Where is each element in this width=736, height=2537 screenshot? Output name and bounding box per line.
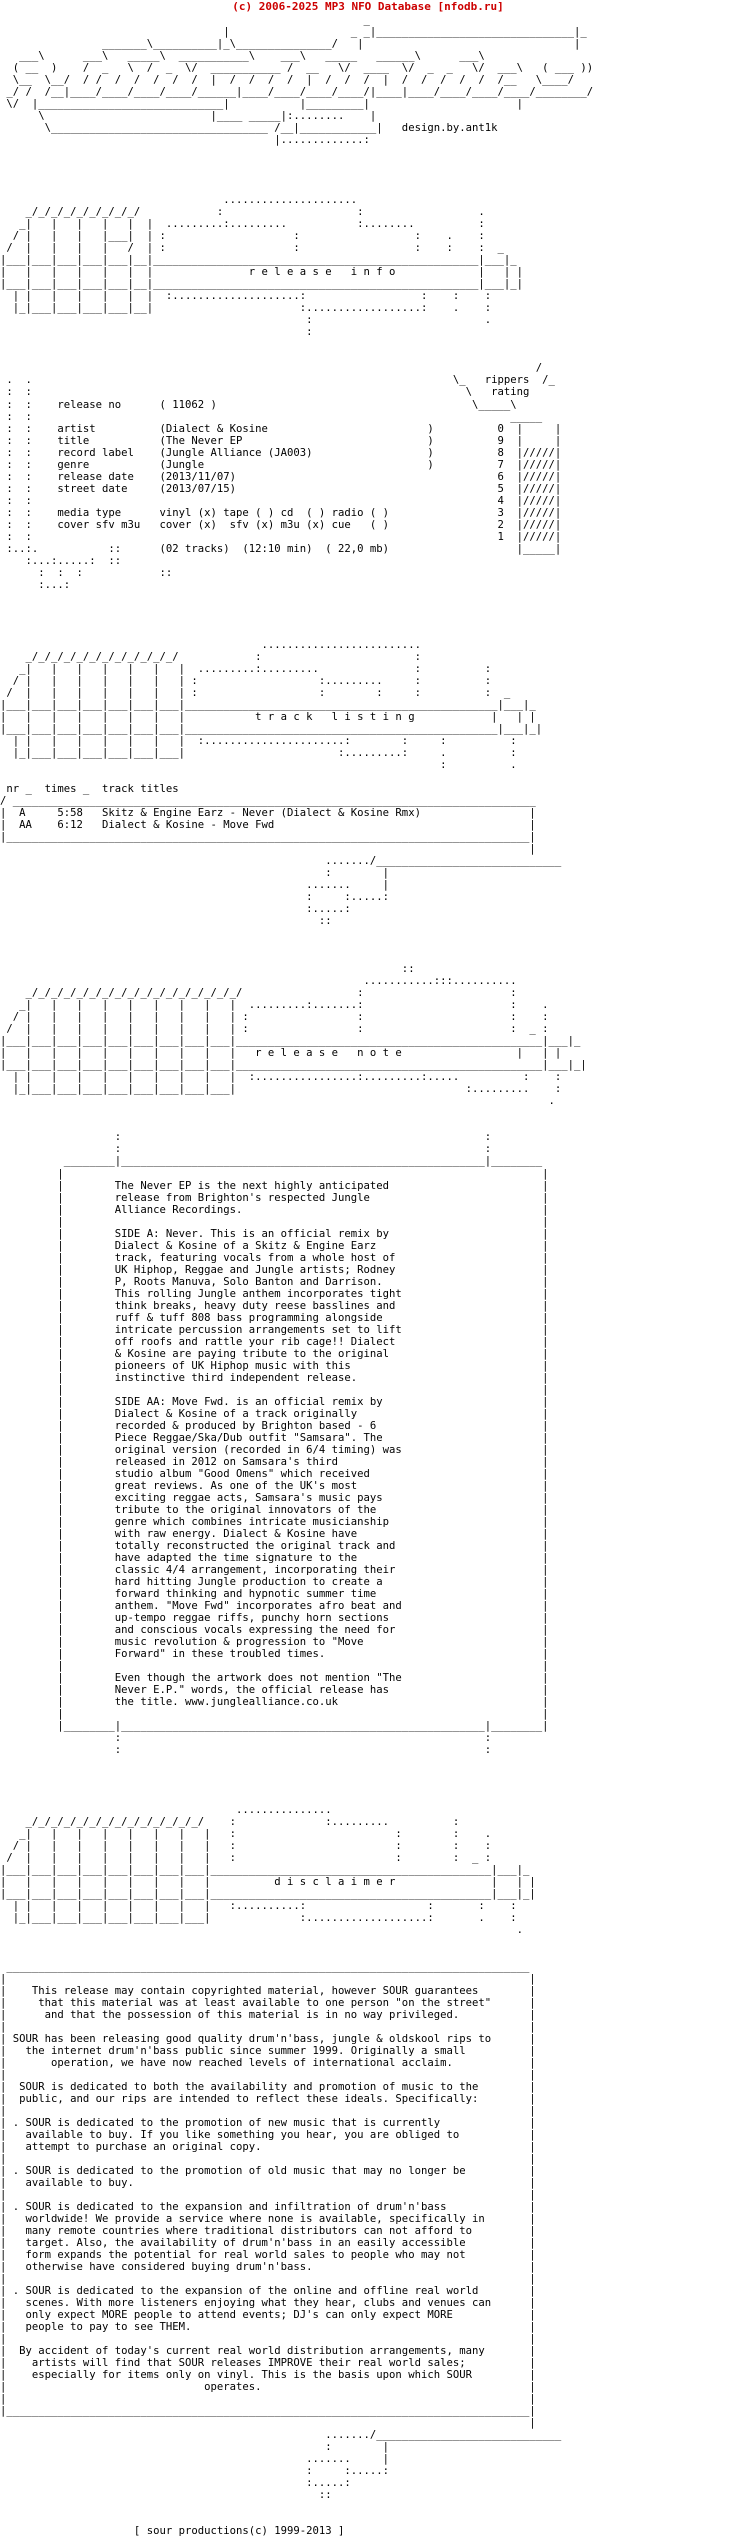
nfo-line (0, 158, 736, 170)
nfo-line: | | | | | | | :....................: : : : (0, 290, 492, 303)
nfo-line (0, 1107, 736, 1119)
nfo-line: | off roofs and rattle your rib cage!! Dialect | (0, 1335, 549, 1348)
nfo-line: | . SOUR is dedicated to the expansion and infiltration of drum'n'bass | (0, 2200, 536, 2213)
nfo-line: : : (0, 1143, 492, 1156)
nfo-line: _| | | | | | .........:......... :........ : (0, 218, 485, 231)
nfo-line: | form expands the potential for real world sales to people who may not | (0, 2248, 536, 2261)
nfo-line: : : media type vinyl (x) tape ( ) cd ( ) radio ( ) 3 |/////| (0, 506, 562, 519)
nfo-line: / __________________________________________________________________________________ (0, 795, 536, 808)
nfo-line: _/_/_/_/_/_/_/_/_/_/_/_/_/_/_/_/_/ : : (0, 987, 517, 1000)
nfo-line: |___|___|___|___|___|__|___________________________________________________|___|_ (0, 254, 517, 267)
nfo-line: _/ / /__|____/____/____/____/______|____/____/____/____/|____|____/____/____/____/________/ (0, 86, 594, 99)
nfo-line (0, 615, 736, 627)
nfo-line: : . (0, 758, 517, 771)
nfo-line: | Dialect & Kosine of a Skitz & Engine Earz | (0, 1239, 549, 1252)
nfo-line: | Alliance Recordings. | (0, 1203, 549, 1216)
nfo-line: |_|___|___|___|___|___|___|___|___| :......... : (0, 1083, 562, 1096)
nfo-line: : : (0, 1732, 492, 1745)
nfo-line: | with raw energy. Dialect & Kosine have | (0, 1527, 549, 1540)
nfo-line: | classic 4/4 arrangement, incorporating their | (0, 1564, 549, 1577)
nfo-line: | up-tempo reggae riffs, punchy horn sections | (0, 1612, 549, 1625)
nfo-line (0, 2513, 736, 2525)
nfo-line: : : (0, 1744, 492, 1757)
nfo-line: ___\ ___\ _____\ ___________\ ___\ _____ ______\ ___\ (0, 50, 485, 63)
nfo-line (0, 1792, 736, 1804)
nfo-line: | many remote countries where traditional distributors can not afford to | (0, 2224, 536, 2237)
nfo-line: | | (0, 1383, 549, 1396)
nfo-line: ( __ ) / _ \ / _ \/ ___________ / __ \/ ____ \/ _ _ \/ ___\ ( ___ )) (0, 62, 594, 75)
nfo-line: | original version (recorded in 6/4 timing) was | (0, 1443, 549, 1456)
nfo-line: | | | | | | | | | | r e l e a s e n o t e | | | (0, 1047, 562, 1060)
nfo-line: _/_/_/_/_/_/_/_/_/_/_/_/_/_/ : :......... : (0, 1816, 460, 1829)
nfo-line: | forward thinking and hypnotic summer time | (0, 1588, 549, 1601)
nfo-line: : : release date (2013/11/07) 6 |/////| (0, 470, 562, 483)
nfo-line: ..................... (0, 194, 358, 207)
nfo-line: / | | | | / | : : : : : _ (0, 242, 504, 255)
nfo-line: | available to buy. | (0, 2176, 536, 2189)
nfo-line: |___|___|___|___|___|___|___|___|___|________________________________________________|___|_| (0, 1059, 587, 1072)
nfo-line: | | (0, 1708, 549, 1721)
nfo-line: / | | | | | | | : :......... : : (0, 674, 492, 687)
nfo-line (0, 350, 736, 362)
nfo-line: . (0, 1095, 555, 1108)
nfo-line (0, 1780, 736, 1792)
nfo-line: | release from Brighton's respected Jungle | (0, 1191, 549, 1204)
nfo-line: | totally reconstructed the original track and | (0, 1539, 549, 1552)
nfo-line: :..:. :: (02 tracks) (12:10 min) ( 22,0 mb) |_____| (0, 542, 562, 555)
nfo-line: |_|___|___|___|___|___|___|___| :...................: . : (0, 1912, 517, 1925)
nfo-line (0, 1937, 736, 1949)
nfo-line: :.....: (0, 903, 351, 916)
nfo-line (0, 1768, 736, 1780)
nfo-line: | otherwise have considered buying drum'n'bass. | (0, 2260, 536, 2273)
nfo-line (0, 627, 736, 639)
nfo-line (0, 146, 736, 158)
nfo-line: | and that the possession of this material is in no way privileged. | (0, 2008, 536, 2021)
nfo-line: | anthem. "Move Fwd" incorporates afro beat and | (0, 1600, 549, 1613)
nfo-line: | target. Also, the availability of drum'n'bass in an easily accessible | (0, 2236, 536, 2249)
nfo-line: | | | | | | | | | :..........: : : : (0, 1900, 517, 1913)
nfo-line (0, 939, 736, 951)
nfo-line: : : \ rating (0, 386, 530, 399)
nfo-line (0, 1949, 736, 1961)
nfo-line: | . SOUR is dedicated to the promotion of new music that is currently | (0, 2116, 536, 2129)
nfo-line: | Never E.P." words, the official release has | (0, 1684, 549, 1697)
nfo-line: : | (0, 2441, 390, 2454)
nfo-line: / | | | | | | | | | : : : : (0, 1011, 549, 1024)
nfo-line: | | (0, 1660, 549, 1673)
nfo-line: | operates. | (0, 2381, 536, 2394)
nfo-line: : : genre (Jungle ) 7 |/////| (0, 458, 562, 471)
nfo-line (0, 1756, 736, 1768)
nfo-line: | people to pay to see THEM. | (0, 2321, 536, 2333)
nfo-line: ...........:::.......... (0, 975, 517, 988)
nfo-line: |________|_________________________________________________________|________| (0, 1720, 549, 1733)
nfo-line: | | | | | | | | :......................: : : : (0, 734, 517, 747)
nfo-line: \__________________________________ /__|____________| design.by.ant1k (0, 122, 498, 135)
nfo-line: | exciting reggae acts, Samsara's music pays | (0, 1491, 549, 1504)
nfo-line: | | (0, 2272, 536, 2285)
nfo-line: | genre which combines intricate musicianship | (0, 1515, 549, 1528)
nfo-line: _/_/_/_/_/_/_/_/_/_/_/_/ : : (0, 650, 421, 663)
nfo-line: | intricate percussion arrangements set to lift | (0, 1323, 549, 1336)
nfo-line: |.............: (0, 134, 370, 147)
nfo-line: _ (0, 14, 370, 26)
nfo-line: | the title. www.junglealliance.co.uk | (0, 1696, 549, 1709)
nfo-line: | worldwide! We provide a service where none is available, specifically in | (0, 2212, 536, 2225)
nfo-line: | This rolling Jungle anthem incorporates tight | (0, 1287, 549, 1300)
nfo-line: : :.....: (0, 2465, 390, 2478)
nfo-line: | have adapted the time signature to the | (0, 1552, 549, 1564)
nfo-line: | tribute to the original innovators of the | (0, 1503, 549, 1516)
nfo-line: : : street date (2013/07/15) 5 |/////| (0, 482, 562, 495)
nfo-line: \__ \__/ / / / / / / / | / / / / | / / / | / / / / / /__ \____/ (0, 74, 575, 87)
nfo-line: | AA 6:12 Dialect & Kosine - Move Fwd | (0, 819, 536, 832)
nfo-line: | A 5:58 Skitz & Engine Earz - Never (Dialect & Kosine Rmx) | (0, 807, 536, 820)
nfo-line: |___|___|___|___|___|___|___|_________________________________________________|___|_ (0, 698, 536, 711)
nfo-line: | Even though the artwork does not mention "The | (0, 1672, 549, 1685)
nfo-line (0, 182, 736, 194)
nfo-line: [ sour productions(c) 1999-2013 ] (0, 2525, 345, 2537)
nfo-line: : : (0, 1131, 492, 1144)
nfo-line: | instinctive third independent release. | (0, 1371, 549, 1384)
nfo-line (0, 2501, 736, 2513)
nfo-line: _| | | | | | | .........:......... : : (0, 662, 492, 675)
nfo-line: / | | | | | | | | | : : : _ : (0, 1023, 549, 1036)
nfo-line: | great reviews. As one of the UK's most | (0, 1479, 549, 1492)
nfo-line: | UK Hiphop, Reggae and Jungle artists; Rodney | (0, 1263, 549, 1276)
nfo-line: : :.....: (0, 891, 390, 904)
nfo-line: | | | | | | | | t r a c k l i s t i n g | | | (0, 710, 536, 723)
nfo-line: |__________________________________________________________________________________| (0, 2405, 536, 2418)
nfo-line: _| | | | | | | | : : : . (0, 1828, 492, 1841)
nfo-line: nr _ times _ track titles (0, 783, 179, 795)
nfo-line: :: (0, 2489, 332, 2502)
nfo-line: . (0, 1924, 523, 1937)
nfo-line: ________|_________________________________________________________|________ (0, 1155, 543, 1168)
nfo-line: | (0, 843, 536, 856)
nfo-line: | ruff & tuff 808 bass programming alongside | (0, 1311, 549, 1324)
nfo-line: | the internet drum'n'bass public since summer 1999. Originally a small | (0, 2044, 536, 2057)
nfo-line: | attempt to purchase an original copy. | (0, 2140, 536, 2153)
nfo-line: | (0, 2417, 536, 2430)
nfo-line: |_|___|___|___|___|__| :..................: . : (0, 302, 492, 315)
nfo-line: ............... (0, 1804, 332, 1817)
nfo-line: | | | | | | | r e l e a s e i n f o | | | (0, 266, 523, 279)
nfo-line: | think breaks, heavy duty reese basslines and | (0, 1299, 549, 1312)
nfo-line: | . SOUR is dedicated to the expansion of the online and offline real world | (0, 2284, 536, 2297)
nfo-line: / | | | | | | | | : : : _ : (0, 1852, 492, 1865)
nfo-line: : : : :: (0, 566, 173, 579)
nfo-line: | artists will find that SOUR releases IMPROVE their real world sales; | (0, 2357, 536, 2370)
nfo-line: | | (0, 2188, 536, 2201)
nfo-line: | The Never EP is the next highly anticipated | (0, 1179, 549, 1192)
nfo-line: |___|___|___|___|___|___|___|___|____________________________________________|___|_| (0, 1888, 536, 1901)
nfo-line: ....... | (0, 2453, 390, 2466)
nfo-line: / | | | | | | | : : : : : _ (0, 686, 511, 699)
nfo-line: / (0, 362, 543, 375)
nfo-line: |__________________________________________________________________________________| (0, 831, 536, 844)
nfo-line: |_|___|___|___|___|___|___| :.........: . : (0, 746, 517, 759)
nfo-line: :.....: (0, 2477, 351, 2490)
nfo-line: ......................... (0, 638, 421, 651)
nfo-line: | | (0, 2333, 536, 2346)
nfo-line: | P, Roots Manuva, Solo Banton and Darrison. | (0, 1275, 549, 1288)
nfo-line: | | (0, 1215, 549, 1228)
nfo-line: | Dialect & Kosine of a track originally | (0, 1407, 549, 1420)
nfo-line: __________________________________________________________________________________ (0, 1960, 530, 1973)
nfo-line: | | | | | | | | | | :................:.........:..... : : (0, 1071, 562, 1084)
nfo-line: | hard hitting Jungle production to create a | (0, 1576, 549, 1589)
nfo-line: | | (0, 1167, 549, 1180)
nfo-line: : | (0, 867, 390, 880)
nfo-line: : (0, 326, 313, 339)
nfo-line: : : cover sfv m3u cover (x) sfv (x) m3u (x) cue ( ) 2 |/////| (0, 518, 562, 531)
nfo-text (0, 14, 736, 2537)
nfo-line: | especially for items only on vinyl. This is the basis upon which SOUR | (0, 2369, 536, 2382)
nfodb-copyright-header: (c) 2006-2025 MP3 NFO Database [nfodb.ru] (232, 0, 504, 13)
nfo-line (0, 603, 736, 615)
nfo-line: | scenes. With more listeners enjoying what they hear, clubs and venues can | (0, 2296, 536, 2309)
nfo-line: | | (0, 2393, 536, 2406)
nfo-line: | public, and our rips are intended to reflect these ideals. Specifically: | (0, 2092, 536, 2105)
nfo-line: | SOUR has been releasing good quality drum'n'bass, jungle & oldskool rips to | (0, 2032, 536, 2045)
nfo-line: | operation, we have now reached levels of international acclaim. | (0, 2056, 536, 2069)
nfo-line: |___|___|___|___|___|___|___|___|____________________________________________|___|_ (0, 1864, 530, 1877)
nfo-line: | _ _|_______________________________|_ (0, 26, 587, 39)
nfo-line: :: (0, 963, 415, 976)
nfo-line: :...: (0, 578, 71, 591)
nfo-line: | SOUR is dedicated to both the availability and promotion of music to the | (0, 2080, 536, 2093)
nfo-line (0, 170, 736, 182)
nfo-line: _| | | | | | | | | .........:.......: : . (0, 999, 549, 1012)
nfo-line: | | (0, 2152, 536, 2165)
nfo-line: | music revolution & progression to "Move | (0, 1636, 549, 1649)
nfo-line: | pioneers of UK Hiphop music with this | (0, 1359, 549, 1372)
nfo-line: | | | | | | | | | d i s c l a i m e r | | | (0, 1876, 536, 1889)
nfo-line: | that this material was at least available to one person "on the street" | (0, 1996, 536, 2009)
nfo-line: :: (0, 915, 332, 928)
nfo-line (0, 1119, 736, 1131)
nfo-line: / | | | |___| | : : : . : (0, 230, 485, 243)
nfo-line: | | (0, 2068, 536, 2081)
nfo-line: | | (0, 2020, 536, 2033)
nfo-line: ......./_____________________________ (0, 2429, 562, 2442)
nfo-line: | & Kosine are paying tribute to the original | (0, 1347, 549, 1360)
nfo-line: / | | | | | | | | : : : : (0, 1840, 492, 1853)
nfo-line: | | (0, 2104, 536, 2117)
nfo-line: | studio album "Good Omens" which received | (0, 1467, 549, 1480)
nfo-line: |___|___|___|___|___|___|___|___|___|________________________________________________|___|_ (0, 1035, 581, 1048)
nfo-line: ....... | (0, 879, 390, 892)
nfo-line: _______\__________|_\_______________/ | | (0, 38, 581, 51)
nfo-line: : : record label (Jungle Alliance (JA003) ) 8 |/////| (0, 446, 562, 459)
nfo-line: |___|___|___|___|___|__|___________________________________________________|___|_| (0, 278, 523, 291)
nfo-line (0, 951, 736, 963)
nfo-line: _/_/_/_/_/_/_/_/_/ : : . (0, 206, 485, 219)
nfo-line: : : 4 |/////| (0, 494, 562, 507)
nfo-line: | SIDE A: Never. This is an official remix by | (0, 1227, 549, 1240)
nfo-line: : . (0, 314, 492, 327)
nfo-line: |___|___|___|___|___|___|___|_________________________________________________|___|_| (0, 722, 543, 735)
nfo-line: : : release no ( 11062 ) \_____\ (0, 398, 517, 411)
nfo-line (0, 771, 736, 783)
nfo-line: | Forward" in these troubled times. | (0, 1648, 549, 1661)
nfo-line: | By accident of today's current real world distribution arrangements, many | (0, 2345, 536, 2358)
nfo-line: \ |____ _____|:........ | (0, 110, 377, 123)
nfo-line: | This release may contain copyrighted material, however SOUR guarantees | (0, 1984, 536, 1997)
nfo-line: | and conscious vocals expressing the need for | (0, 1624, 549, 1637)
nfo-line: | released in 2012 on Samsara's third | (0, 1455, 549, 1468)
nfo-line: | | (0, 1972, 536, 1985)
nfo-line: | only expect MORE people to attend events; DJ's can only expect MORE | (0, 2308, 536, 2321)
nfo-line (0, 927, 736, 939)
nfo-line: \/ |_____________________________| |_________| | (0, 98, 523, 111)
nfo-line: | . SOUR is dedicated to the promotion of old music that may no longer be | (0, 2164, 536, 2177)
nfo-line: : : _____ (0, 410, 543, 423)
nfo-line (0, 338, 736, 350)
nfo-line: . . \_ rippers /_ (0, 374, 555, 387)
nfo-line: | SIDE AA: Move Fwd. is an official remix by | (0, 1395, 549, 1408)
nfo-line: | available to buy. If you like something you hear, you are obliged to | (0, 2128, 536, 2141)
nfo-line: ......./_____________________________ (0, 855, 562, 868)
nfo-line: :...:.....: :: (0, 554, 122, 567)
nfo-line: : : artist (Dialect & Kosine ) 0 | | (0, 422, 562, 435)
nfo-line: : : title (The Never EP ) 9 | | (0, 434, 562, 447)
nfo-line: : : 1 |/////| (0, 530, 562, 543)
nfo-line: | recorded & produced by Brighton based - 6 | (0, 1419, 549, 1432)
nfo-line (0, 591, 736, 603)
nfo-line: | track, featuring vocals from a whole host of | (0, 1251, 549, 1264)
nfo-line: | Piece Reggae/Ska/Dub outfit "Samsara". The | (0, 1431, 549, 1444)
